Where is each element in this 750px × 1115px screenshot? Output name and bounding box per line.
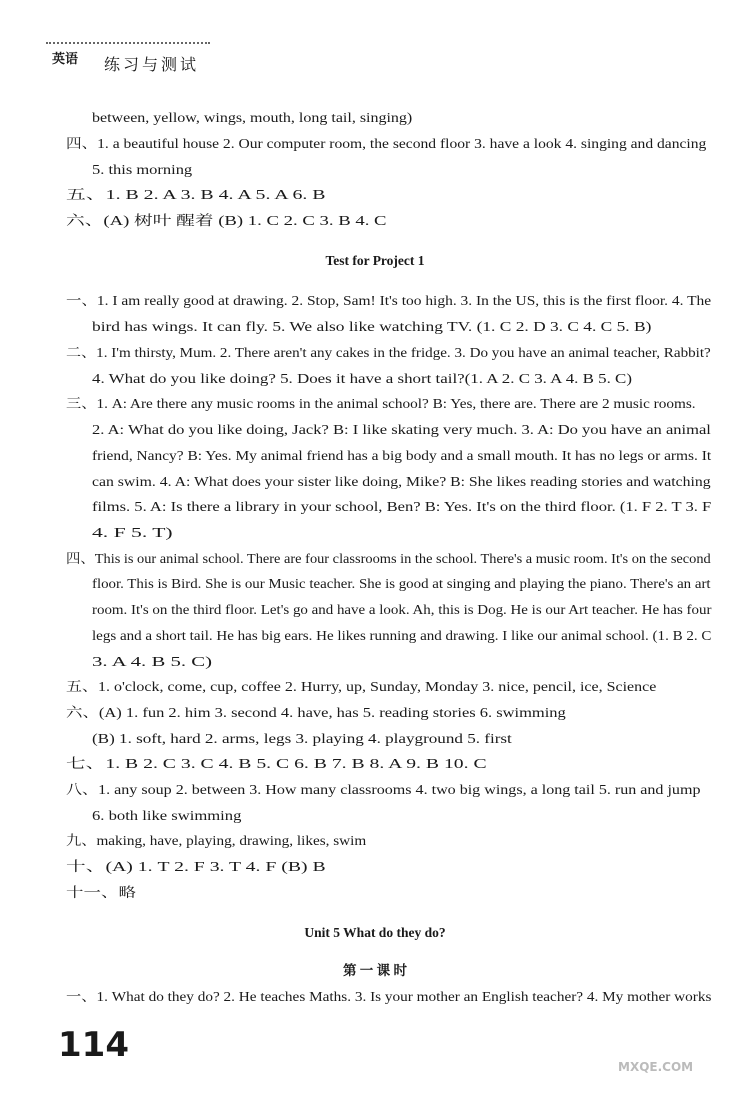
answer-line: 九、making, have, playing, drawing, likes, swim bbox=[66, 833, 367, 848]
answer-line: films. 5. A: Is there a library in your school, Ben? B: Yes. It's on the third floor. (1. F 2. T 3. F bbox=[92, 499, 712, 514]
answer-line: 二、1. I'm thirsty, Mum. 2. There aren't any cakes in the fridge. 3. Do you have an animal teacher, Rabbit? bbox=[66, 345, 711, 360]
answer-line: 一、1. I am really good at drawing. 2. Stop, Sam! It's too high. 3. In the US, this is the first floor. 4. The bbox=[66, 293, 712, 308]
answer-line: 2. A: What do you like doing, Jack? B: I like skating very much. 3. A: Do you have an animal bbox=[92, 422, 711, 437]
page-header bbox=[46, 40, 210, 80]
book-title: 练习与测试 bbox=[104, 55, 200, 74]
answer-line: 四、This is our animal school. There are four classrooms in the school. There's a music room. It's on the second bbox=[66, 551, 711, 566]
answer-line: 五、1. o'clock, come, cup, coffee 2. Hurry, up, Sunday, Monday 3. nice, pencil, ice, Science bbox=[66, 679, 657, 694]
answer-line: friend, Nancy? B: Yes. My animal friend has a big body and a small mouth. It has no legs or arms. It bbox=[92, 448, 712, 463]
answer-line: 四、1. a beautiful house 2. Our computer room, the second floor 3. have a look 4. singing and dancing bbox=[66, 136, 707, 151]
answer-line: 6. both like swimming bbox=[92, 808, 242, 823]
section-title-unit: Unit 5 What do they do? bbox=[304, 925, 446, 940]
answer-line: bird has wings. It can fly. 5. We also like watching TV. (1. C 2. D 3. C 4. C 5. B) bbox=[92, 319, 652, 334]
watermark: MXQE.COM bbox=[618, 1060, 694, 1074]
answer-line: 十一、略 bbox=[66, 885, 136, 900]
answer-line: 一、1. What do they do? 2. He teaches Maths. 3. Is your mother an English teacher? 4. My mother works bbox=[66, 989, 712, 1004]
answer-line: 六、(A) 树叶 醒着 (B) 1. C 2. C 3. B 4. C bbox=[66, 213, 387, 228]
header-dotted-rule bbox=[46, 42, 210, 44]
answer-line: 4. F 5. T) bbox=[92, 525, 173, 540]
answer-line: between, yellow, wings, mouth, long tail, singing) bbox=[92, 110, 413, 125]
answer-line: room. It's on the third floor. Let's go and have a look. Ah, this is Dog. He is our Art teacher. He has four bbox=[92, 602, 712, 617]
answer-line: floor. This is Bird. She is our Music teacher. She is good at singing and playing the piano. There's an art bbox=[92, 576, 711, 591]
answer-line: 五、1. B 2. A 3. B 4. A 5. A 6. B bbox=[66, 187, 326, 202]
subject-label: 英语 bbox=[52, 52, 79, 67]
answer-line: 十、(A) 1. T 2. F 3. T 4. F (B) B bbox=[66, 859, 326, 874]
section-title-lesson: 第 一 课 时 bbox=[342, 963, 408, 978]
answer-line: 六、(A) 1. fun 2. him 3. second 4. have, has 5. reading stories 6. swimming bbox=[66, 705, 566, 720]
answer-line: 4. What do you like doing? 5. Does it have a short tail?(1. A 2. C 3. A 4. B 5. C) bbox=[92, 371, 632, 386]
answer-line: can swim. 4. A: What does your sister like doing, Mike? B: She likes reading stories and watching bbox=[92, 474, 711, 489]
section-title-test-project: Test for Project 1 bbox=[325, 253, 425, 268]
answer-line: 三、1. A: Are there any music rooms in the animal school? B: Yes, there are. There are 2 music rooms. bbox=[66, 396, 696, 411]
page-number: 114 bbox=[58, 1025, 129, 1065]
answer-line: 3. A 4. B 5. C) bbox=[92, 654, 213, 669]
answer-line: 七、1. B 2. C 3. C 4. B 5. C 6. B 7. B 8. A 9. B 10. C bbox=[66, 756, 487, 771]
answer-line: 八、1. any soup 2. between 3. How many classrooms 4. two big wings, a long tail 5. run and jump bbox=[66, 782, 701, 797]
answer-line: legs and a short tail. He has big ears. He likes running and drawing. I like our animal school. (1. B 2. C bbox=[92, 628, 712, 643]
answer-line: 5. this morning bbox=[92, 162, 193, 177]
answer-line: (B) 1. soft, hard 2. arms, legs 3. playing 4. playground 5. first bbox=[92, 731, 512, 746]
